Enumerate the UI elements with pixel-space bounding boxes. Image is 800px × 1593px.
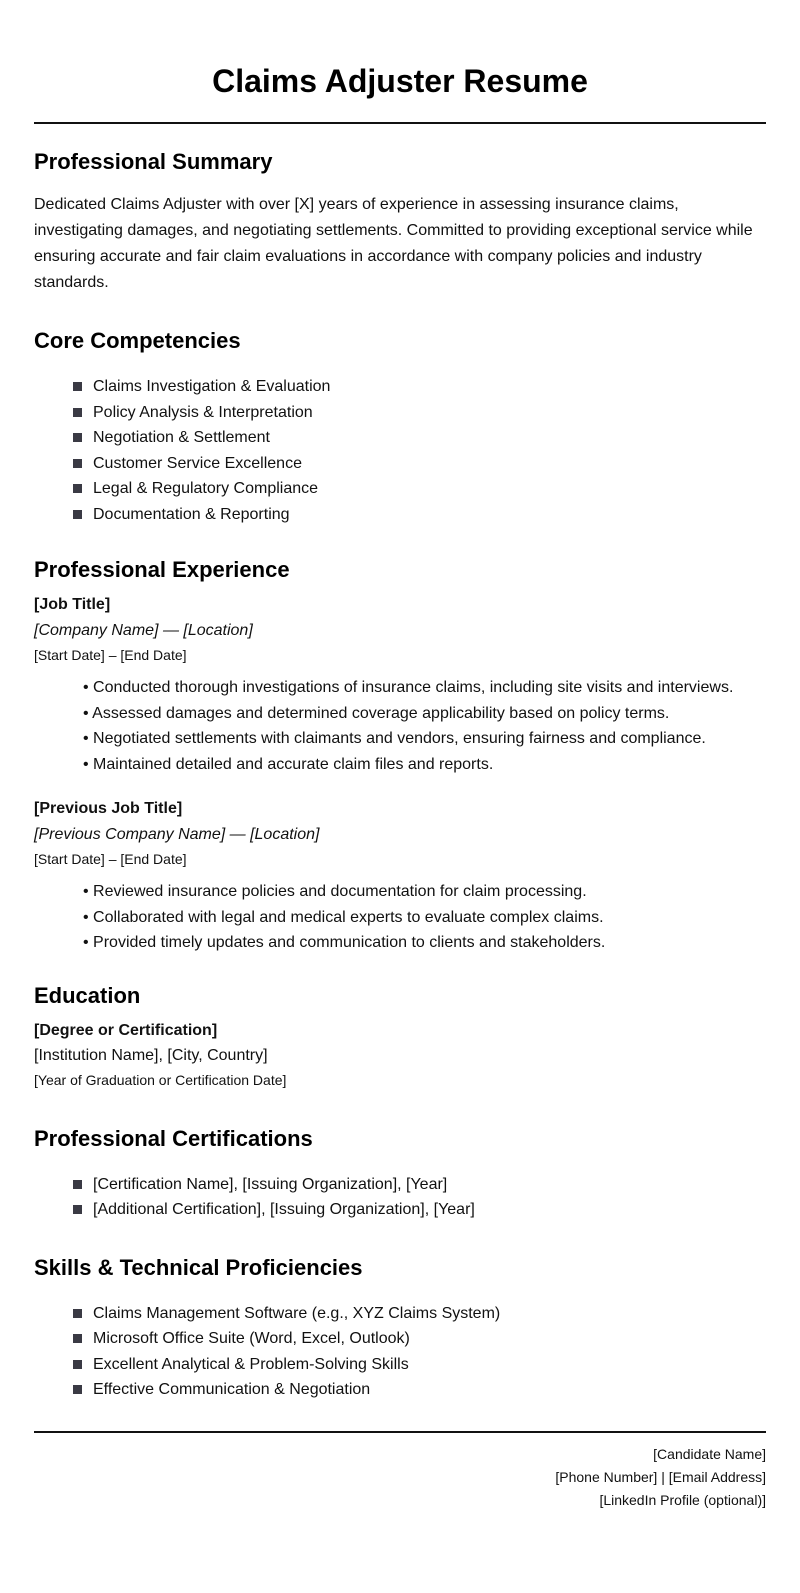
list-item [73,1377,766,1403]
linkedin-profile: [LinkedIn Profile (optional)] [599,1491,766,1508]
list-item [73,502,766,528]
job-company: [Company Name] — [Location] [34,622,253,639]
list-item: • Provided timely updates and communication to clients and stakeholders. [83,934,606,951]
list-item: • Assessed damages and determined coverage applicability based on policy terms. [83,704,670,722]
certification-label: [Certification Name], [Issuing Organization], [Year] [93,1175,448,1193]
certifications-heading: Professional Certifications [34,1125,313,1151]
square-bullet-icon [73,1360,82,1369]
education-section [34,982,766,1090]
competency-label: Policy Analysis & Interpretation [93,403,313,421]
certifications-section [34,1125,766,1223]
skills-list [34,1301,766,1403]
competency-label: Documentation & Reporting [93,505,290,523]
competencies-list [34,374,766,527]
square-bullet-icon [73,1385,82,1394]
list-item [73,1352,766,1378]
square-bullet-icon [73,459,82,468]
list-item [73,374,766,400]
skills-section [34,1254,766,1403]
list-item [73,476,766,502]
skill-label: Excellent Analytical & Problem-Solving Skills [93,1355,409,1373]
education-heading: Education [34,982,141,1008]
professional-experience-section [34,556,766,956]
summary-text: Dedicated Claims Adjuster with over [X] years of experience in assessing insurance claims, investigating damages, and negotiating settlements. Committed to providing exceptional service while ensuring accurate and fair claim evaluations in accordance with company policies and industry standards. [34,196,753,291]
list-item [73,1172,766,1198]
professional-summary-section [34,148,766,296]
list-item [73,1197,766,1223]
skill-label: Microsoft Office Suite (Word, Excel, Outlook) [93,1330,410,1347]
job-company: [Previous Company Name] — [Location] [34,826,320,843]
list-item: • Collaborated with legal and medical experts to evaluate complex claims. [83,908,604,926]
job-entry [34,798,766,956]
title-divider [34,122,766,124]
square-bullet-icon [73,1334,82,1343]
square-bullet-icon [73,1205,82,1214]
competency-label: Claims Investigation & Evaluation [93,378,331,395]
job-dates: [Start Date] – [End Date] [34,647,187,663]
education-degree: [Degree or Certification] [34,1021,218,1039]
contact-block [34,1443,766,1512]
list-item [73,400,766,426]
competency-label: Negotiation & Settlement [93,429,270,446]
job-dates: [Start Date] – [End Date] [34,851,187,867]
job-entry [34,594,766,777]
job-title: [Job Title] [34,596,111,613]
list-item: • Reviewed insurance policies and documentation for claim processing. [83,883,587,900]
square-bullet-icon [73,1180,82,1189]
summary-heading: Professional Summary [34,149,273,174]
experience-heading: Professional Experience [34,557,290,582]
competency-label: Legal & Regulatory Compliance [93,480,319,497]
resume-title: Claims Adjuster Resume [212,63,588,99]
certification-label: [Additional Certification], [Issuing Organization], [Year] [93,1201,475,1218]
list-item: • Maintained detailed and accurate claim files and reports. [83,755,494,773]
certifications-list [34,1172,766,1223]
square-bullet-icon [73,433,82,442]
footer-divider [34,1431,766,1433]
core-competencies-section [34,327,766,527]
skill-label: Claims Management Software (e.g., XYZ Claims System) [93,1304,501,1322]
square-bullet-icon [73,484,82,493]
square-bullet-icon [73,382,82,391]
square-bullet-icon [73,1309,82,1318]
job-duties-list [34,675,766,777]
list-item: • Negotiated settlements with claimants and vendors, ensuring fairness and compliance. [83,730,706,747]
education-date: [Year of Graduation or Certification Date] [34,1071,287,1088]
job-title: [Previous Job Title] [34,800,183,817]
competencies-heading: Core Competencies [34,328,241,353]
square-bullet-icon [73,408,82,417]
skills-heading: Skills & Technical Proficiencies [34,1254,363,1280]
job-duties-list [34,879,766,956]
list-item [73,425,766,451]
list-item [73,1301,766,1327]
list-item [73,1326,766,1352]
list-item [73,451,766,477]
skill-label: Effective Communication & Negotiation [93,1381,371,1398]
list-item: • Conducted thorough investigations of insurance claims, including site visits and interviews. [83,679,734,696]
education-institution: [Institution Name], [City, Country] [34,1046,268,1064]
candidate-name: [Candidate Name] [653,1445,766,1462]
phone-email: [Phone Number] | [Email Address] [555,1468,766,1485]
square-bullet-icon [73,510,82,519]
competency-label: Customer Service Excellence [93,454,302,472]
